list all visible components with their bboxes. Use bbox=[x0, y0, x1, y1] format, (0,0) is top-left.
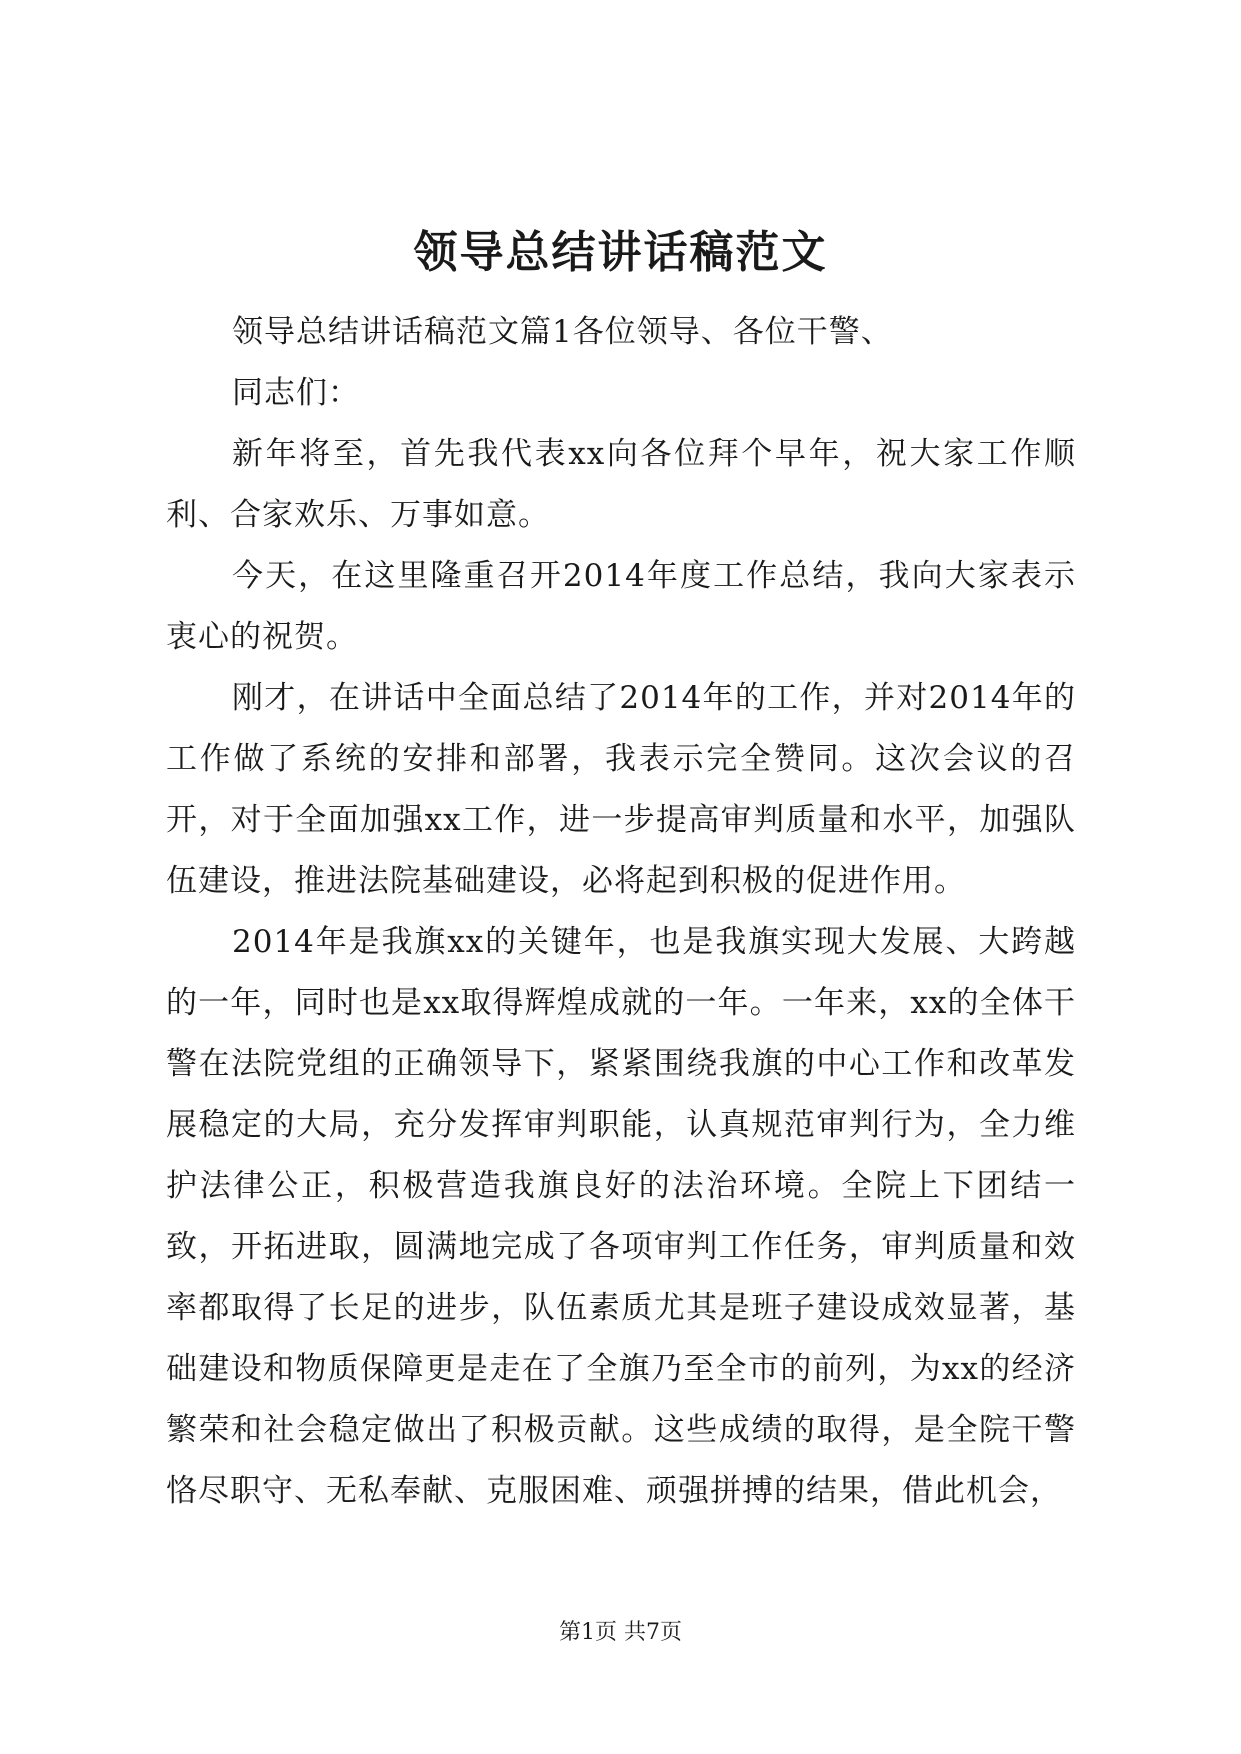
document-body bbox=[166, 302, 1076, 1522]
page-number-footer: 第1页 共7页 bbox=[559, 1620, 682, 1645]
paragraph-achievements: 2014年是我旗xx的关键年，也是我旗实现大发展、大跨越的一年，同时也是xx取得辉煌成就的一年。一年来，xx的全体干警在法院党组的正确领导下，紧紧围绕我旗的中心工作和改革发展稳定的大局，充分发挥审判职能，认真规范审判行为，全力维护法律公正，积极营造我旗良好的法治环境。全院上下团结一致，开拓进取，圆满地完成了各项审判工作任务，审判质量和效率都取得了长足的进步，队伍素质尤其是班子建设成效显著，基础建设和物质保障更是走在了全旗乃至全市的前列，为xx的经济繁荣和社会稳定做出了积极贡献。这些成绩的取得，是全院干警恪尽职守、无私奉献、克服困难、顽强拼搏的结果，借此机会， bbox=[166, 924, 1076, 1509]
paragraph-congratulation: 今天，在这里隆重召开2014年度工作总结，我向大家表示衷心的祝贺。 bbox=[166, 558, 1076, 655]
paragraph-meeting-summary: 刚才，在讲话中全面总结了2014年的工作，并对2014年的工作做了系统的安排和部署，我表示完全赞同。这次会议的召开，对于全面加强xx工作，进一步提高审判质量和水平，加强队伍建设，推进法院基础建设，必将起到积极的促进作用。 bbox=[166, 680, 1076, 899]
paragraph-greeting: 领导总结讲话稿范文篇1各位领导、各位干警、 bbox=[232, 314, 893, 350]
document-title: 领导总结讲话稿范文 bbox=[413, 227, 828, 278]
paragraph-new-year: 新年将至，首先我代表xx向各位拜个早年，祝大家工作顺利、合家欢乐、万事如意。 bbox=[166, 436, 1076, 533]
paragraph-salutation: 同志们： bbox=[232, 375, 360, 411]
